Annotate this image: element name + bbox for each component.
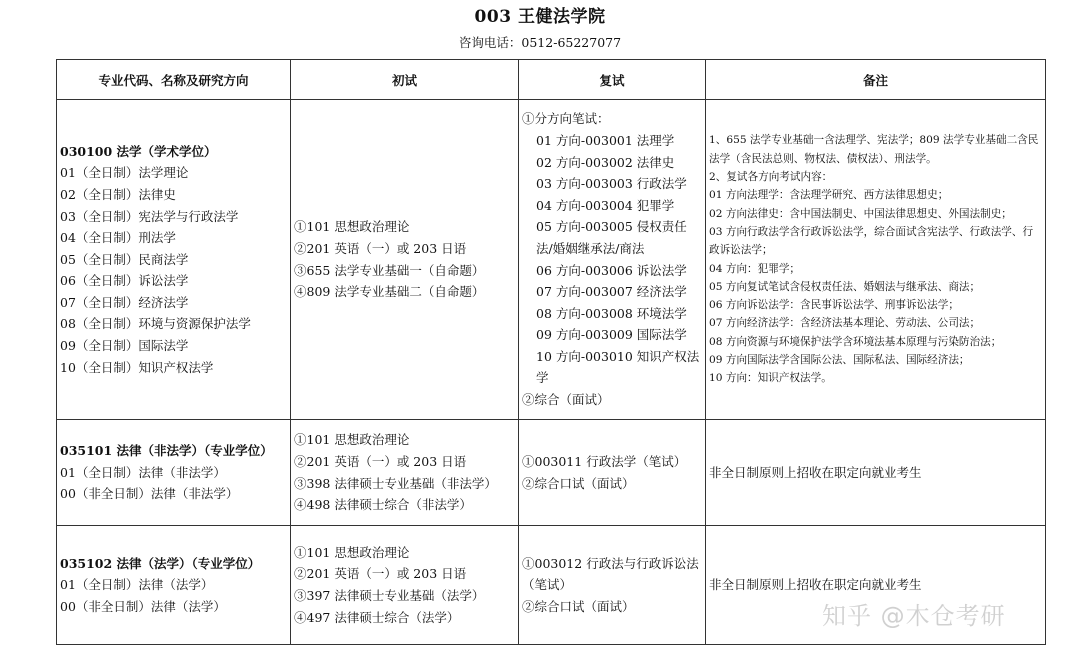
retest-item: 01 方向-003001 法理学 [536,132,675,148]
table-row [57,100,1046,420]
note-line: 09 方向国际法学含国际公法、国际私法、国际经济法； [709,353,970,366]
exam-subject: ④497 法律硕士综合（法学） [294,609,460,625]
notes-cell [706,420,1046,526]
direction-item: 07（全日制）经济法学 [60,294,189,310]
exam-subject: ④498 法律硕士综合（非法学） [294,497,472,513]
header-notes: 备注 [706,60,1046,100]
major-code: 030100 法学（学术学位） [60,143,217,159]
note-line: 05 方向复试笔试含侵权责任法、婚姻法与继承法、商法； [709,280,981,293]
retest-item: 05 方向-003005 侵权责任法/婚姻继承法/商法 [536,219,687,256]
admission-table [56,59,1046,645]
retest-item: ①003011 行政法学（笔试） [522,453,687,469]
note-line: 08 方向资源与环境保护法学含环境法基本原理与污染防治法； [709,335,1002,348]
note-line: 02 方向法律史：含中国法制史、中国法律思想史、外国法制史； [709,207,1012,220]
page-title: 003 王健法学院 [474,7,606,27]
direction-item: 09（全日制）国际法学 [60,338,189,354]
table-header-row [57,60,1046,100]
retest-item: ①003012 行政法与行政诉讼法（笔试） [522,555,699,593]
direction-item: 02（全日制）法律史 [60,186,176,202]
direction-item: 05（全日制）民商法学 [60,251,189,267]
exam-subject: ①101 思想政治理论 [294,544,410,560]
note-line: 06 方向诉讼法学：含民事诉讼法学、刑事诉讼法学； [709,299,959,312]
retest-item: 06 方向-003006 诉讼法学 [536,262,687,278]
exam-subject: ②201 英语（一）或 203 日语 [294,240,467,256]
header-major: 专业代码、名称及研究方向 [57,60,291,100]
retest-heading: ①分方向笔试： [522,111,610,127]
major-code: 035102 法律（法学）（专业学位） [60,555,261,571]
direction-item: 00（非全日制）法律（法学） [60,598,226,614]
note-line: 2、复试各方向考试内容： [709,171,833,184]
direction-item: 08（全日制）环境与资源保护法学 [60,316,251,332]
header-initial-exam: 初试 [291,60,519,100]
retest-interview: ②综合（面试） [522,392,610,408]
major-cell [57,420,291,526]
direction-item: 10（全日制）知识产权法学 [60,359,214,375]
watermark: 知乎 @木仓考研 [822,602,1006,630]
header-retest: 复试 [519,60,706,100]
table-row [57,420,1046,526]
note-line: 03 方向行政法学含行政诉讼法学，综合面试含宪法学、行政法学、行政诉讼法学； [709,225,1034,257]
exam-subject: ①101 思想政治理论 [294,432,410,448]
retest-cell [519,100,706,420]
direction-item: 01（全日制）法律（法学） [60,577,214,593]
exam-subject: ①101 思想政治理论 [294,219,410,235]
initial-exam-cell [291,420,519,526]
retest-item: 04 方向-003004 犯罪学 [536,197,675,213]
notes-cell [706,100,1046,420]
note-line: 非全日制原则上招收在职定向就业考生 [709,577,922,593]
note-line: 07 方向经济法学：含经济法基本理论、劳动法、公司法； [709,317,981,330]
major-cell [57,526,291,645]
exam-subject: ③655 法学专业基础一（自命题） [294,262,485,278]
retest-item: ②综合口试（面试） [522,598,635,614]
retest-cell [519,420,706,526]
direction-item: 06（全日制）诉讼法学 [60,273,189,289]
exam-subject: ②201 英语（一）或 203 日语 [294,453,467,469]
exam-subject: ③397 法律硕士专业基础（法学） [294,588,485,603]
retest-item: 02 方向-003002 法律史 [536,154,675,170]
retest-item: 07 方向-003007 经济法学 [536,284,687,300]
retest-item: 09 方向-003009 国际法学 [536,327,687,343]
retest-item: 08 方向-003008 环境法学 [536,305,687,321]
direction-item: 01（全日制）法学理论 [60,165,189,181]
direction-item: 01（全日制）法律（非法学） [60,464,226,480]
note-line: 1、655 法学专业基础一含法理学、宪法学；809 法学专业基础二含民法学（含民法总则、物权法、债权法）、刑法学。 [709,134,1039,165]
major-code: 035101 法律（非法学）（专业学位） [60,443,273,459]
note-line: 04 方向：犯罪学； [709,262,801,275]
retest-item: 03 方向-003003 行政法学 [536,176,687,192]
retest-item: ②综合口试（面试） [522,475,635,491]
major-cell [57,100,291,420]
exam-subject: ③398 法律硕士专业基础（非法学） [294,475,497,491]
initial-exam-cell [291,100,519,420]
direction-item: 00（非全日制）法律（非法学） [60,486,239,502]
exam-subject: ②201 英语（一）或 203 日语 [294,566,467,582]
initial-exam-cell [291,526,519,645]
note-line: 非全日制原则上招收在职定向就业考生 [709,464,922,480]
direction-item: 04（全日制）刑法学 [60,230,176,246]
note-line: 01 方向法理学：含法理学研究、西方法律思想史； [709,189,949,202]
retest-item: 10 方向-003010 知识产权法学 [536,348,700,386]
contact-phone: 咨询电话：0512-65227077 [458,35,622,50]
exam-subject: ④809 法学专业基础二（自命题） [294,284,485,300]
retest-cell [519,526,706,645]
direction-item: 03（全日制）宪法学与行政法学 [60,208,239,224]
note-line: 10 方向：知识产权法学。 [709,372,832,385]
